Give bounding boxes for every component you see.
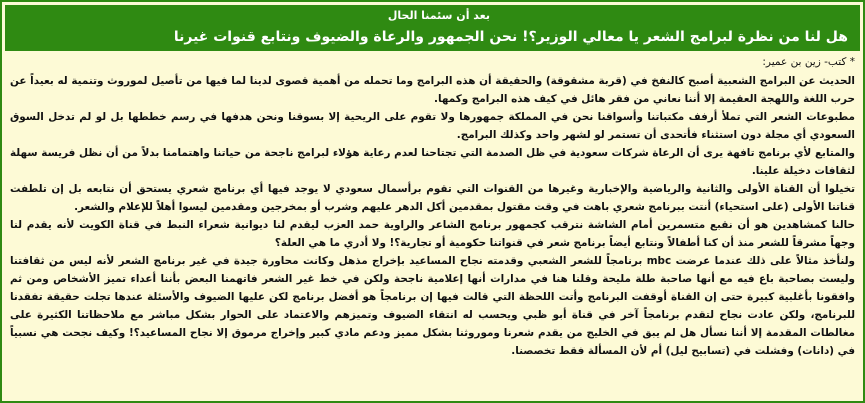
article-paragraph-3: والمتابع لأي برنامج تافهة يرى أن الرعاة شركات سعودية في ظل الصدمة التي تجتاحنا لعدم رعاية هؤلاء لبرامج ناجحة من حياتنا واهتمامنا بدلاً من أن نظل فريسة سهلة لثقافات دخيلة علينا. xyxy=(10,147,855,177)
article-paragraph-4: تخيلوا أن القناة الأولى والثانية والرياضية والإخبارية وغيرها من القنوات التي تقوم برأسمال سعودي لا يوجد فيها أي برنامج شعري يستحق أن نتابعه بل إن تلطفت قناتنا الأولى (على استحياء) أنتت ببرنامج شعري باهت في وقت مقتول بمقدمين أكل الدهر عليهم وشرب أو بمخرجين ومقدمين ليسوا أهلاً للإعلام والشعر. xyxy=(10,183,855,213)
article-paragraph-5: حالنا كمشاهدين هو أن نقبع متسمرين أمام الشاشة نترقب كجمهور برنامج الشاعر والراوية حمد العزب ليقدم لنا ديوانية شعراء النبط في قناة الكويت لأنه يقدم لنا وجهاً مشرقاً للشعر منذ أن كنا أطفالاً ونتابع أيضاً برنامج شعر في قنواتنا حكومية أو تجارية؟! ولا أدري ما هي العلة؟ xyxy=(10,219,855,249)
article-paragraph-2: مطبوعات الشعر التي تملأ أرفف مكتباتنا وأسواقنا نحن في المملكة جمهورها ولا تقوم على الريحية إلا بسوقنا ونحن هدفها في رسم خططها بل لو لم تدخل السوق السعودي أي مجلة دون استثناء فأتحدى أن تستمر لو لشهر واحد وكذلك البرامج. xyxy=(10,111,855,141)
article-headline: هل لنا من نظرة لبرامج الشعر يا معالي الوزير؟! نحن الجمهور والرعاة والضيوف ونتابع قنوات غيرنا xyxy=(173,29,848,45)
article-paragraph-1: الحديث عن البرامج الشعبية أصبح كالنفخ في (قربة مشقوقة) والحقيقة أن هذه البرامج وما تحمله من أهمية قصوى لدينا لما فيها من تأصيل لموروث وتنمية له بعيداً عن حرب اللغة واللهجة العقيمة إلا أننا نعاني من فقر هائل في كيف هذه البرامج وكمها. xyxy=(10,75,855,105)
article-paragraph-6: ولنأخذ مثالاً على ذلك عندما عرضت mbc برنامجاً للشعر الشعبي وقدمته نجاح المساعيد بإخراج مذهل وكانت محاورة جيدة في غير برنامج الشعر لأنه ليس من ثقافتنا وليست بصاحبة باع فيه مع أنها صاحبة طلة مليحة وقلنا هنا في مدارات أنها إعلامية ناجحة ولكن في خط غير الشعر فاتهمنا البعض بأننا أعداء تميز الأشخاص ومن ثم وافقونا بأغلبية كبيرة حتى إن القناة أوقفت البرنامج وأتت اللحظة التي قالت فيها إن برنامجاً هو أفضل برنامج لكن عليها الضيوف والأسئلة عندها تجلت حقيقة تفقدنا للبرنامج، ولكن عادت نجاح لتقدم برنامجاً آخر في قناة أبو ظبي ويحسب له انتقاء الضيوف وتميزهم والاعتماد على الحوار بشكل مباشر مع ملاحظاتنا الكثيرة على مغالطات المقدمة إلا أننا نسأل هل لم يبق في الخليج من يقدم شعرنا وموروثنا بشكل مميز ودعم مادي كبير وإخراج مرموق إلا نجاح المساعيد؟! وكيف نجحت هي نسبياً في (دانات) وفشلت في (تسابيح ليل) أم لأن المسألة فقط تخصصنا. xyxy=(10,255,855,357)
article-kicker: بعد أن سئمنا الحال xyxy=(387,9,490,22)
article-body xyxy=(10,53,855,360)
article-header xyxy=(5,5,860,51)
article-author: * كتب- زين بن عمير: xyxy=(762,56,855,68)
